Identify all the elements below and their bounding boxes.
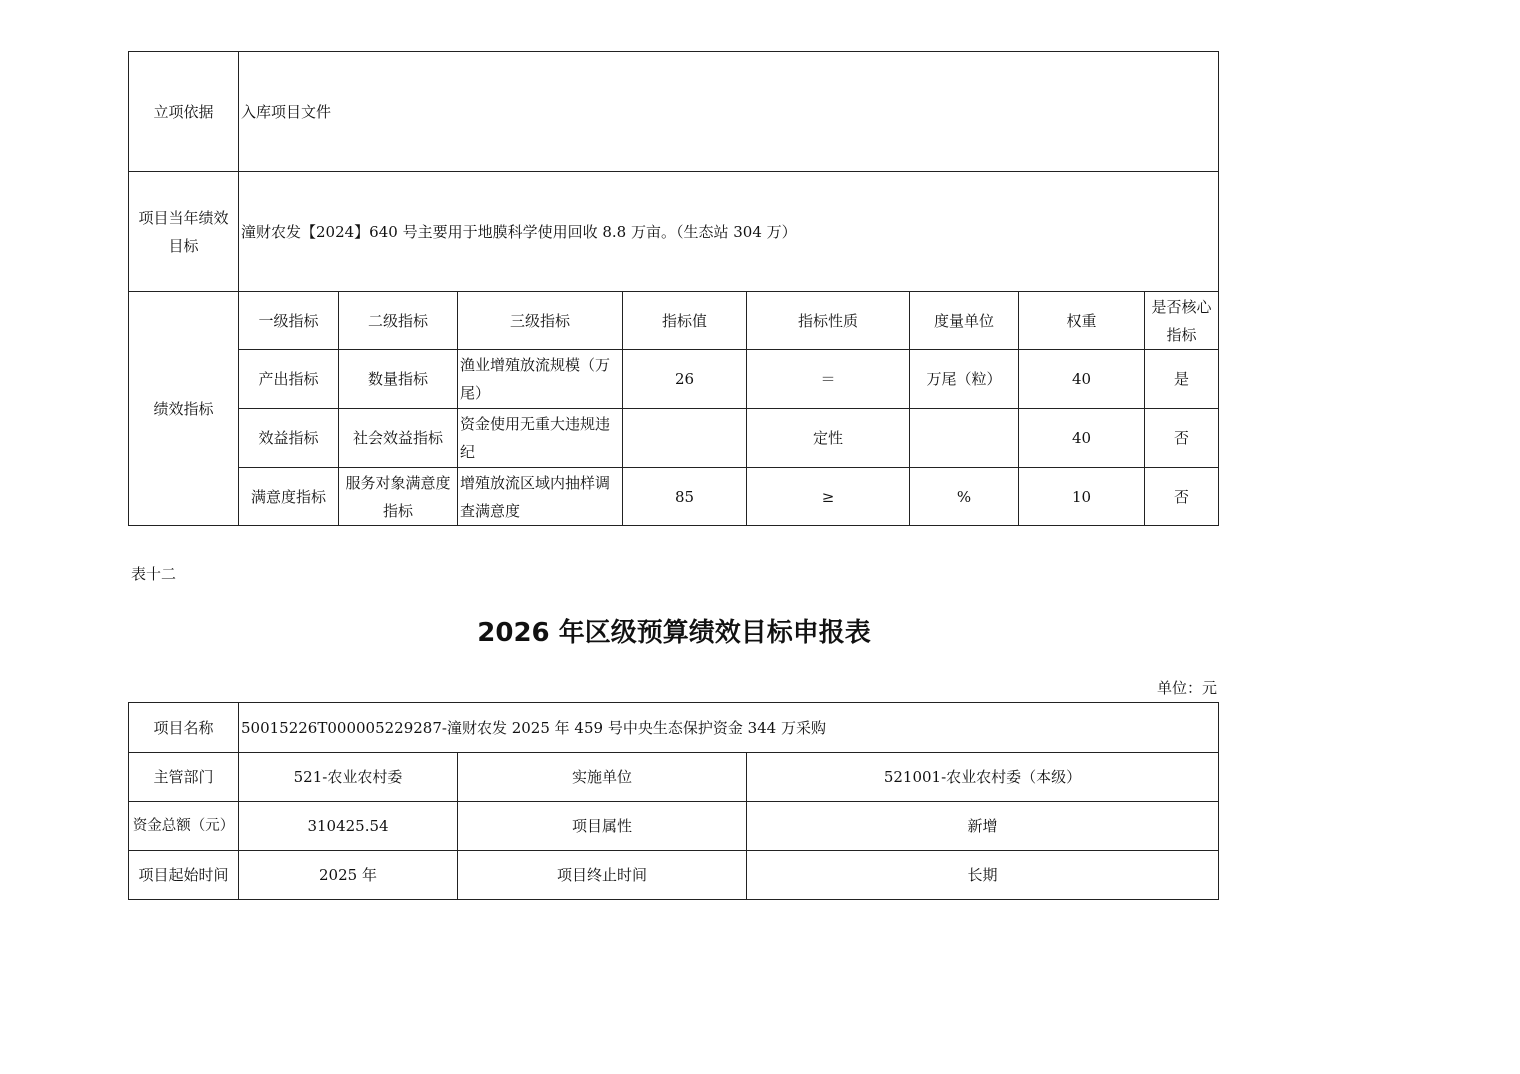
- project-name-value: 50015226T000005229287-潼财农发 2025 年 459 号中央生态保护资金 344 万采购: [241, 718, 826, 737]
- header-nature-text: 指标性质: [797, 311, 858, 330]
- impl-label-cell: [457, 752, 747, 802]
- end-label-cell: [457, 850, 747, 900]
- cell-text: 渔业增殖放流规模（万尾）: [460, 356, 611, 402]
- table-row-3-value: [622, 467, 747, 526]
- end-label: 项目终止时间: [556, 866, 647, 884]
- goal-label: 项目当年绩效目标: [138, 208, 229, 255]
- table-row-1-value: [622, 349, 747, 409]
- start-label-cell: [128, 850, 239, 900]
- header-level3: [457, 291, 623, 350]
- table-number: 表十二: [131, 565, 177, 583]
- indicators-label-cell: [128, 291, 239, 526]
- cell-text: 85: [674, 487, 695, 506]
- cell-text: 40: [1071, 370, 1092, 388]
- fund-value: 310425.54: [307, 817, 389, 835]
- dept-value-cell: [238, 752, 458, 802]
- basis-value: 入库项目文件: [241, 102, 332, 121]
- attr-label-cell: [457, 801, 747, 851]
- cell-text: 数量指标: [367, 370, 428, 388]
- header-level1: [238, 291, 339, 350]
- header-level2: [338, 291, 458, 350]
- cell-text: %: [956, 487, 972, 506]
- table-row-3-level2: [338, 467, 458, 526]
- cell-text: ＝: [820, 370, 836, 388]
- cell-text: 定性: [812, 429, 843, 447]
- fund-value-cell: [238, 801, 458, 851]
- cell-text: 满意度指标: [250, 487, 326, 506]
- table-row-1-level1: [238, 349, 339, 409]
- table-row-1-weight: [1018, 349, 1145, 409]
- table-row-2-weight: [1018, 408, 1145, 468]
- table-row-1-level3: [457, 349, 623, 409]
- cell-text: 10: [1071, 487, 1092, 506]
- cell-text: ≥: [821, 487, 835, 506]
- table-row-3-unit: [909, 467, 1019, 526]
- table-row-3-level1: [238, 467, 339, 526]
- table-row-3-core: [1144, 467, 1219, 526]
- basis-label-cell: [128, 51, 239, 172]
- header-weight: [1018, 291, 1145, 350]
- dept-value: 521-农业农村委: [293, 768, 403, 786]
- table-row-2-unit: [909, 408, 1019, 468]
- goal-value-cell: [238, 171, 1219, 292]
- attr-value: 新增: [967, 817, 998, 835]
- project-name-label-cell: [128, 702, 239, 753]
- unit-note: 单位：元: [1156, 679, 1217, 697]
- dept-label-cell: [128, 752, 239, 802]
- table-row-1-core: [1144, 349, 1219, 409]
- header-core-text: 是否核心指标: [1151, 297, 1212, 344]
- header-level1-text: 一级指标: [258, 311, 319, 330]
- header-weight-text: 权重: [1066, 311, 1097, 330]
- impl-value: 521001-农业农村委（本级）: [883, 768, 1082, 786]
- cell-text: 是: [1173, 370, 1189, 388]
- basis-label: 立项依据: [153, 102, 214, 121]
- start-value-cell: [238, 850, 458, 900]
- page-title: 2026 年区级预算绩效目标申报表: [477, 618, 871, 648]
- fund-label-cell: [128, 801, 239, 851]
- header-nature: [746, 291, 910, 350]
- header-unit-text: 度量单位: [933, 311, 994, 330]
- end-value: 长期: [967, 866, 998, 884]
- cell-text: 产出指标: [258, 370, 319, 388]
- cell-text: 40: [1071, 429, 1092, 447]
- impl-label: 实施单位: [571, 768, 632, 786]
- cell-text: 社会效益指标: [352, 429, 443, 447]
- attr-value-cell: [746, 801, 1219, 851]
- table-row-2-level1: [238, 408, 339, 468]
- impl-value-cell: [746, 752, 1219, 802]
- cell-text: 效益指标: [258, 429, 319, 447]
- goal-label-cell: [128, 171, 239, 292]
- header-value-text: 指标值: [661, 311, 707, 330]
- indicators-label: 绩效指标: [153, 399, 214, 418]
- header-level3-text: 三级指标: [509, 311, 570, 330]
- cell-text: 资金使用无重大违规违纪: [460, 415, 611, 461]
- table-row-2-level2: [338, 408, 458, 468]
- table-row-3-nature: [746, 467, 910, 526]
- end-value-cell: [746, 850, 1219, 900]
- fund-label: 资金总额（元）: [132, 818, 235, 834]
- cell-text: 否: [1173, 487, 1189, 506]
- project-name-value-cell: [238, 702, 1219, 753]
- cell-text: 26: [674, 370, 695, 388]
- attr-label: 项目属性: [571, 817, 632, 835]
- start-label: 项目起始时间: [138, 866, 229, 884]
- table-row-3-level3: [457, 467, 623, 526]
- cell-text: 万尾（粒）: [926, 370, 1002, 388]
- basis-value-cell: [238, 51, 1219, 172]
- table-row-1-unit: [909, 349, 1019, 409]
- dept-label: 主管部门: [153, 768, 214, 786]
- table-row-2-core: [1144, 408, 1219, 468]
- table-row-2-level3: [457, 408, 623, 468]
- header-core: [1144, 291, 1219, 350]
- start-value: 2025 年: [319, 866, 377, 884]
- table-row-1-nature: [746, 349, 910, 409]
- cell-text: 服务对象满意度指标: [345, 473, 451, 520]
- cell-text: 否: [1173, 429, 1189, 447]
- project-name-label: 项目名称: [153, 718, 214, 737]
- header-value: [622, 291, 747, 350]
- goal-value: 潼财农发【2024】640 号主要用于地膜科学使用回收 8.8 万亩。（生态站 304 万）: [241, 222, 797, 241]
- header-unit: [909, 291, 1019, 350]
- table-row-1-level2: [338, 349, 458, 409]
- cell-text: 增殖放流区域内抽样调查满意度: [460, 473, 611, 520]
- header-level2-text: 二级指标: [367, 311, 428, 330]
- table-row-2-value: [622, 408, 747, 468]
- table-row-2-nature: [746, 408, 910, 468]
- table-row-3-weight: [1018, 467, 1145, 526]
